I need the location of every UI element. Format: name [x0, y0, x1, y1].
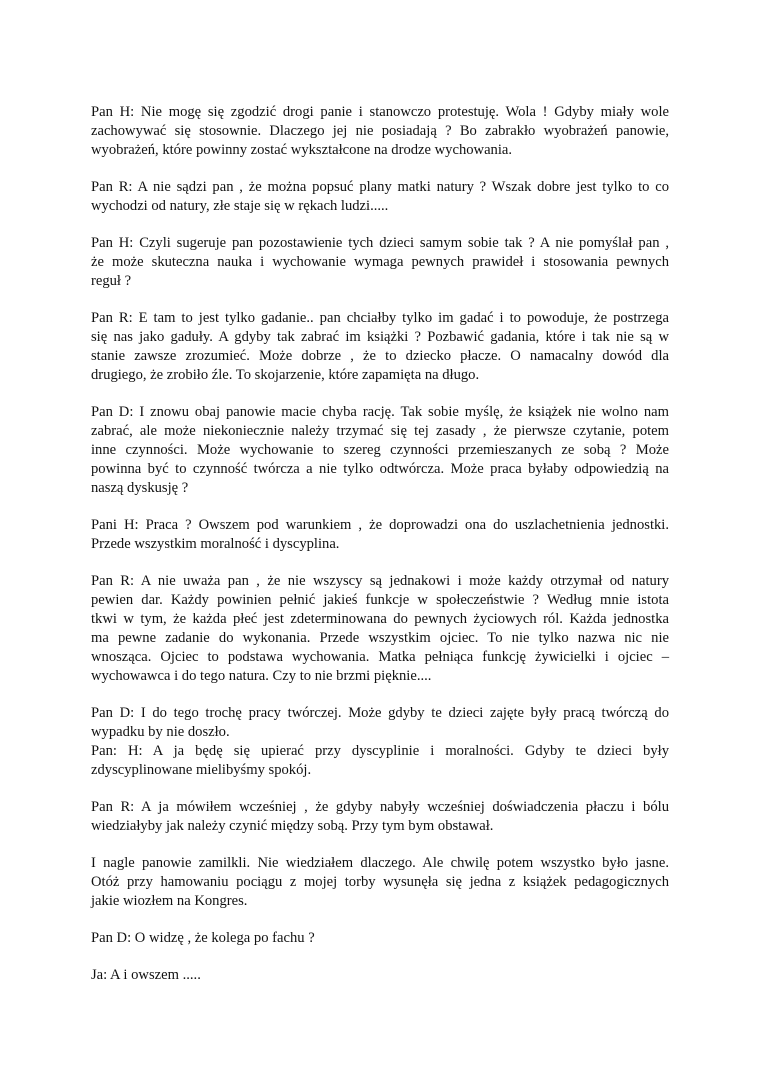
- text-line: Pan H: Czyli sugeruje pan pozostawienie tych dzieci samym sobie tak ? A nie pomyślał pan ,: [91, 235, 669, 251]
- text-line: się nas jako gaduły. A gdyby tak zabrać im książki ? Pozbawić gadania, które i tak nie są w: [91, 329, 669, 345]
- text-line: zabrać, ale może niekoniecznie należy trzymać się tej zasady , że pierwsze czytanie, potem: [91, 423, 669, 439]
- text-line: Pan D: I znowu obaj panowie macie chyba rację. Tak sobie myślę, że książek nie wolno nam: [91, 404, 669, 420]
- paragraph-1: [91, 103, 669, 160]
- document-page: [91, 103, 669, 1003]
- text-line: ma pewne zadanie do wykonania. Przede wszystkim ojciec. To nie tylko nazwa nic nie: [91, 630, 669, 646]
- text-line: powinna być to czynność twórcza a nie tylko odtwórcza. Może praca byłaby odpowiedzią na: [91, 461, 669, 477]
- text-line: wyobrażeń, które powinny zostać wykształcone na drodze wychowania.: [91, 142, 513, 158]
- text-line: Pan R: A ja mówiłem wcześniej , że gdyby nabyły wcześniej doświadczenia płaczu i bólu: [91, 799, 669, 815]
- text-line: Pan R: A nie uważa pan , że nie wszyscy są jednakowi i może każdy otrzymał od natury: [91, 573, 669, 589]
- text-line: że może skuteczna nauka i wychowanie wymaga pewnych prawideł i stosowania pewnych: [91, 254, 669, 270]
- text-line: zdyscyplinowane mielibyśmy spokój.: [91, 762, 312, 778]
- text-line: zachowywać się stosownie. Dlaczego jej nie posiadają ? Bo zabrakło wyobrażeń panowie,: [91, 123, 669, 139]
- paragraph-11: [91, 929, 669, 948]
- text-line: Pan D: I do tego trochę pracy twórczej. Może gdyby te dzieci zajęte były pracą twórczą do: [91, 705, 669, 721]
- text-line: wychowawca i do tego natura. Czy to nie brzmi pięknie....: [91, 668, 432, 684]
- paragraph-5: [91, 403, 669, 498]
- text-line: I nagle panowie zamilkli. Nie wiedziałem dlaczego. Ale chwilę potem wszystko było jasne.: [91, 855, 669, 871]
- text-line: wypadku by nie doszło.: [91, 724, 230, 740]
- text-line: naszą dyskusję ?: [91, 480, 189, 496]
- text-line: tkwi w tym, że każda płeć jest zdeterminowana do pewnych życiowych ról. Każda jednostka: [91, 611, 669, 627]
- text-line: reguł ?: [91, 273, 132, 289]
- text-line: Przede wszystkim moralność i dyscyplina.: [91, 536, 340, 552]
- text-line: jakie wiozłem na Kongres.: [91, 893, 248, 909]
- text-line: pewien dar. Każdy powinien pełnić jakieś funkcje w społeczeństwie ? Według mnie istota: [91, 592, 669, 608]
- text-line: wiedziałyby jak należy czynić między sobą. Przy tym bym obstawał.: [91, 818, 494, 834]
- paragraph-2: [91, 178, 669, 216]
- paragraph-3: [91, 234, 669, 291]
- paragraph-10: [91, 854, 669, 911]
- paragraph-6: [91, 516, 669, 554]
- text-line: wychodzi od natury, złe staje się w rękach ludzi.....: [91, 198, 389, 214]
- paragraph-8: [91, 704, 669, 780]
- paragraph-7: [91, 572, 669, 686]
- text-line: Pan R: E tam to jest tylko gadanie.. pan chciałby tylko im gadać i to powoduje, że postrzega: [91, 310, 669, 326]
- paragraph-9: [91, 798, 669, 836]
- paragraph-12: [91, 966, 669, 985]
- text-line: Pani H: Praca ? Owszem pod warunkiem , że doprowadzi ona do uszlachetnienia jednostki.: [91, 517, 669, 533]
- text-line: drugiego, że zrobiło źle. To skojarzenie, które zapamięta na długo.: [91, 367, 480, 383]
- text-line: Ja: A i owszem .....: [91, 967, 201, 983]
- text-line: Pan D: O widzę , że kolega po fachu ?: [91, 930, 315, 946]
- text-line: inne czynności. Może wychowanie to szereg czynności przemieszanych ze sobą ? Może: [91, 442, 669, 458]
- text-line: Otóż przy hamowaniu pociągu z mojej torby wysunęła się jedna z książek pedagogicznych: [91, 874, 669, 890]
- paragraph-4: [91, 309, 669, 385]
- text-line: Pan R: A nie sądzi pan , że można popsuć plany matki natury ? Wszak dobre jest tylko to co: [91, 179, 669, 195]
- text-line: Pan H: Nie mogę się zgodzić drogi panie i stanowczo protestuję. Wola ! Gdyby miały wole: [91, 104, 669, 120]
- text-line: Pan: H: A ja będę się upierać przy dyscyplinie i moralności. Gdyby te dzieci były: [91, 743, 669, 759]
- text-line: wnosząca. Ojciec to podstawa wychowania. Matka pełniąca funkcję żywicielki i ojciec –: [91, 649, 669, 665]
- text-line: stanie zawsze zrozumieć. Może dobrze , że to dziecko płacze. O namacalny dowód dla: [91, 348, 669, 364]
